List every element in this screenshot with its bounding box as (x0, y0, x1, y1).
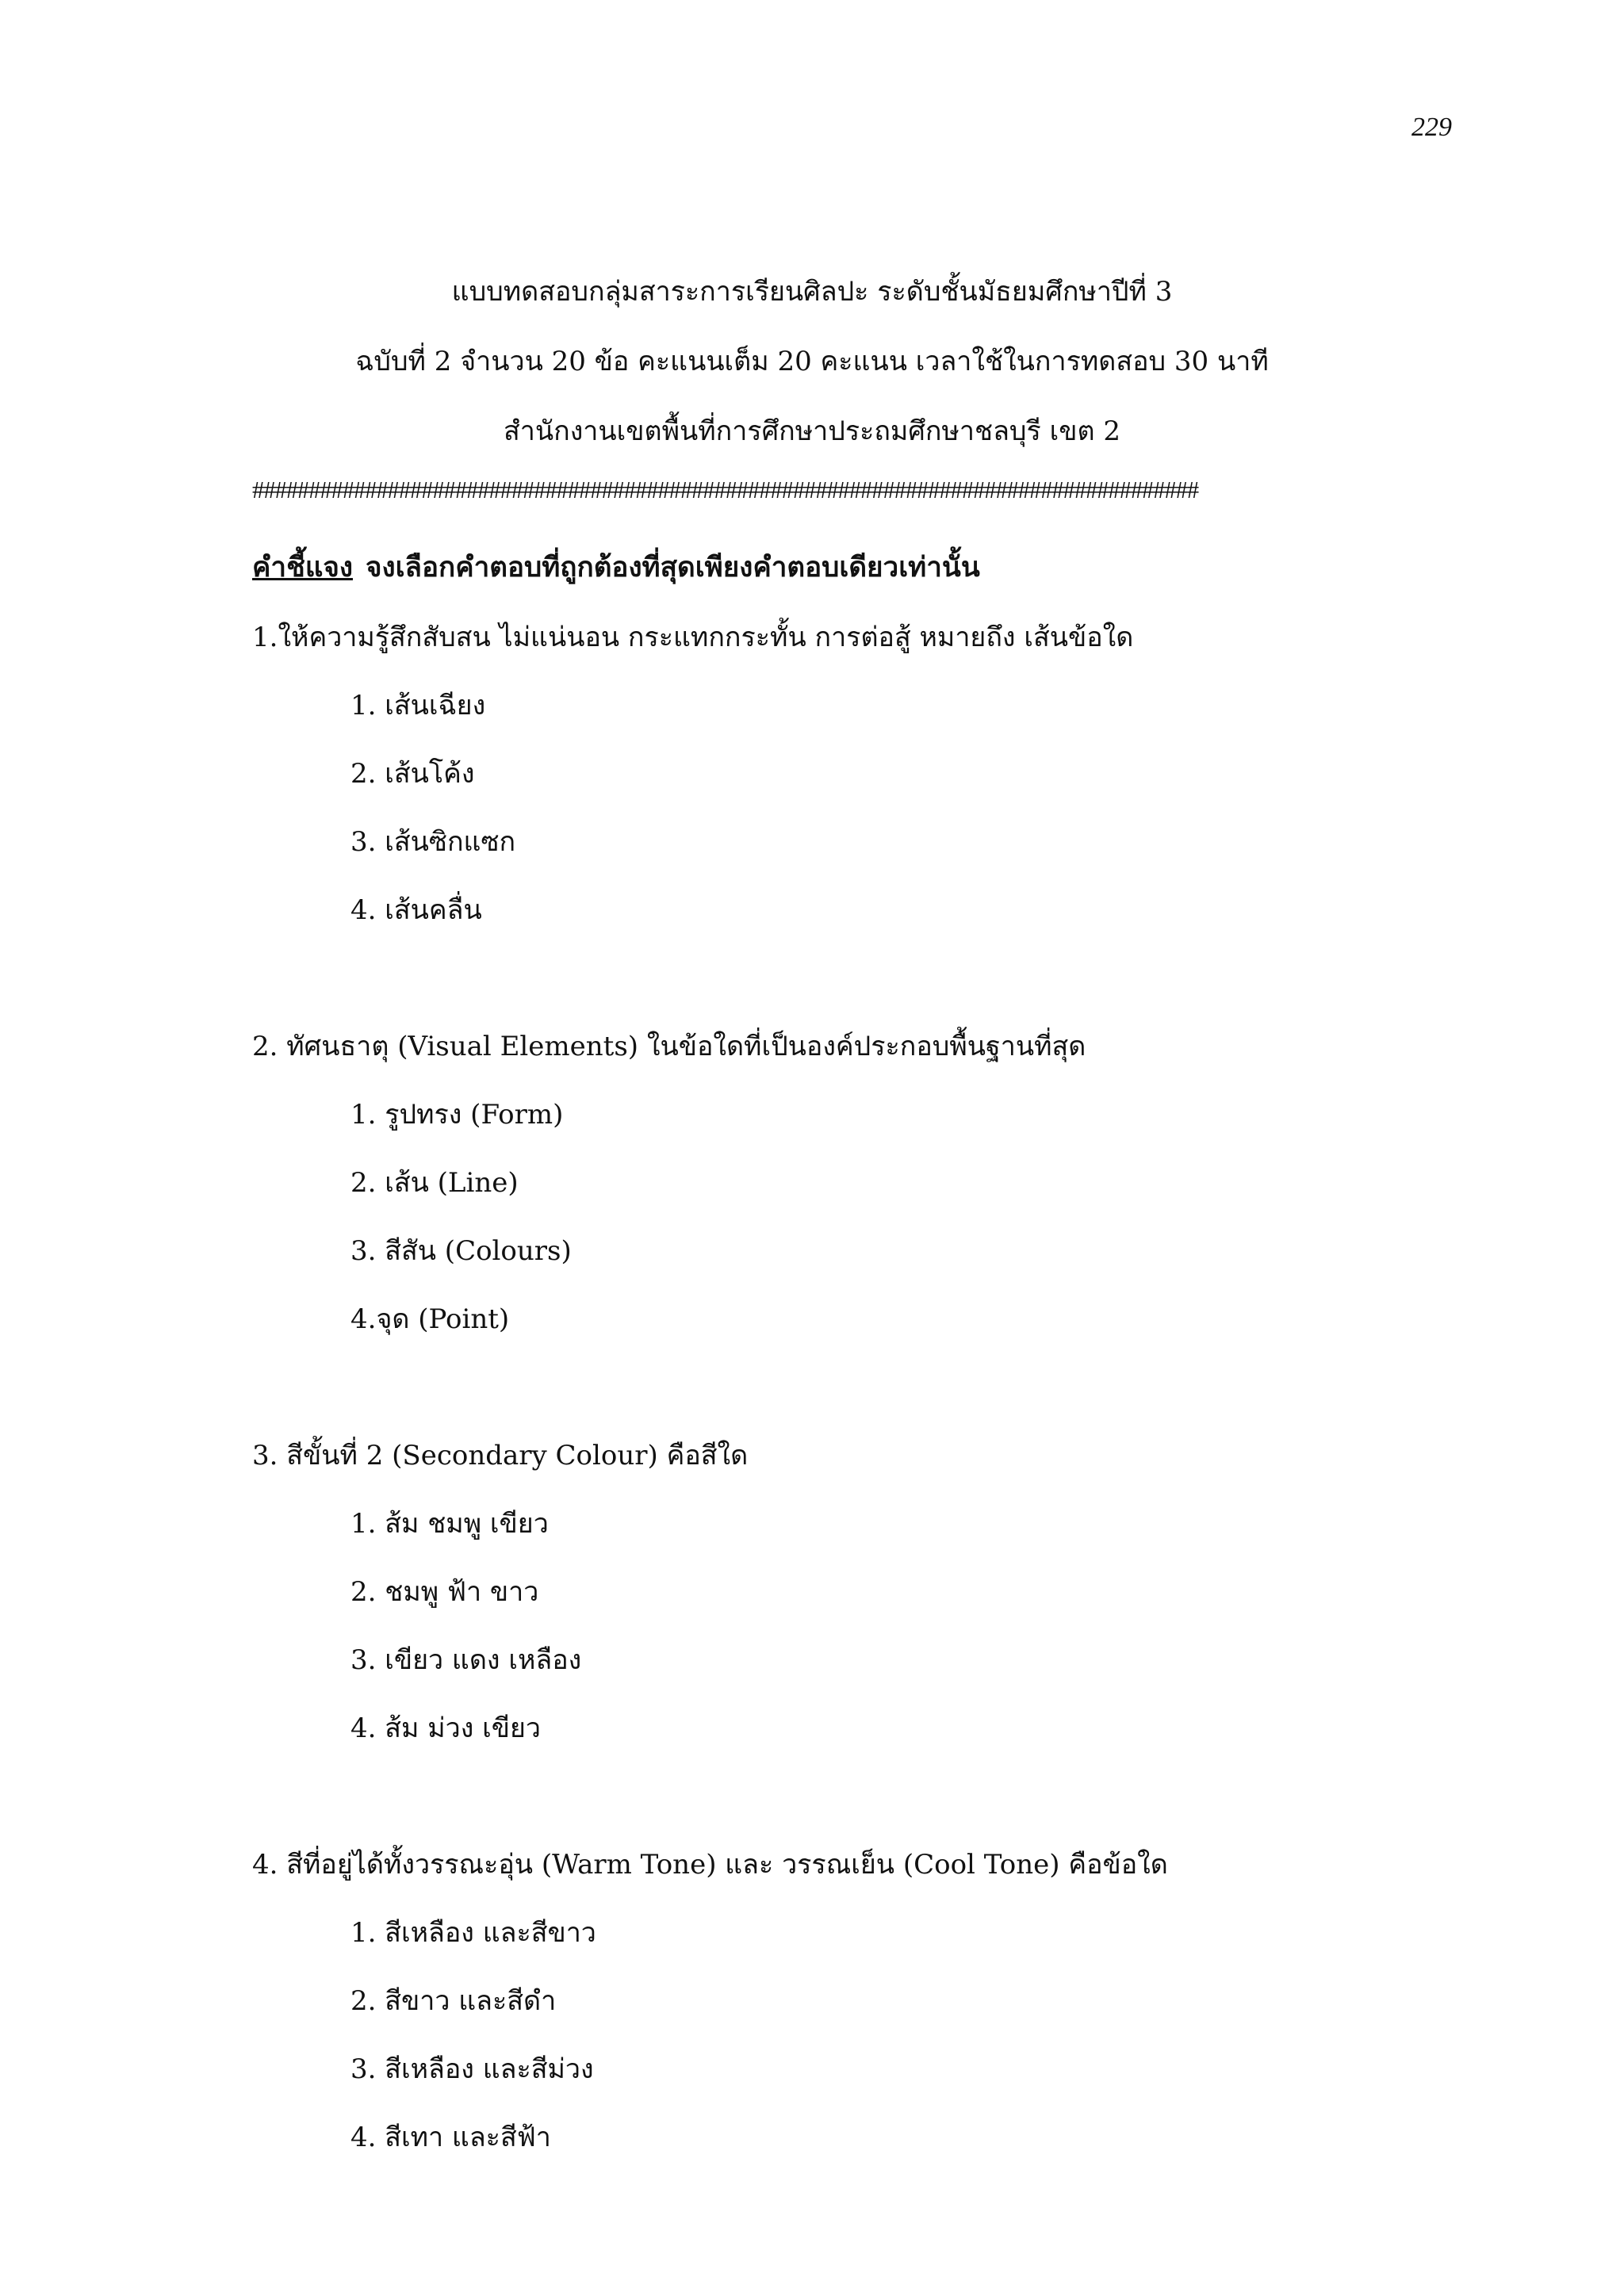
question-2-option-2[interactable]: 2. เส้น (Line) (350, 1167, 519, 1199)
question-4: 4. สีที่อยู่ได้ทั้งวรรณะอุ่น (Warm Tone) และ วรรณเย็น (Cool Tone) คือข้อใด (252, 1849, 1168, 1881)
question-1-option-4[interactable]: 4. เส้นคลื่น (350, 894, 482, 926)
question-3-option-2[interactable]: 2. ชมพู ฟ้า ขาว (350, 1576, 539, 1608)
question-1: 1.ให้ความรู้สึกสับสน ไม่แน่นอน กระแทกกระทั้น การต่อสู้ หมายถึง เส้นข้อใด (252, 622, 1134, 653)
test-details: ฉบับที่ 2 จำนวน 20 ข้อ คะแนนเต็ม 20 คะแนน เวลาใช้ในการทดสอบ 30 นาที (355, 346, 1269, 377)
instruction-text: จงเลือกคำตอบที่ถูกต้องที่สุดเพียงคำตอบเดียวเท่านั้น (365, 551, 980, 584)
question-1-option-1[interactable]: 1. เส้นเฉียง (350, 690, 486, 721)
question-4-option-2[interactable]: 2. สีขาว และสีดำ (350, 1985, 557, 2017)
office-name: สำนักงานเขตพื้นที่การศึกษาประถมศึกษาชลบุรี เขต 2 (504, 415, 1120, 447)
question-1-option-2[interactable]: 2. เส้นโค้ง (350, 758, 475, 790)
question-2-option-3[interactable]: 3. สีสัน (Colours) (350, 1235, 572, 1267)
question-4-option-1[interactable]: 1. สีเหลือง และสีขาว (350, 1917, 596, 1949)
question-3-option-3[interactable]: 3. เขียว แดง เหลือง (350, 1644, 582, 1676)
question-3-option-4[interactable]: 4. ส้ม ม่วง เขียว (350, 1712, 542, 1744)
question-2-option-1[interactable]: 1. รูปทรง (Form) (350, 1099, 564, 1131)
question-4-option-4[interactable]: 4. สีเทา และสีฟ้า (350, 2122, 551, 2153)
test-title: แบบทดสอบกลุ่มสาระการเรียนศิลปะ ระดับชั้นมัธยมศึกษาปีที่ 3 (451, 276, 1173, 308)
question-1-option-3[interactable]: 3. เส้นซิกแซก (350, 826, 516, 858)
instruction (252, 545, 980, 589)
question-2-option-4[interactable]: 4.จุด (Point) (350, 1303, 510, 1335)
question-3-option-1[interactable]: 1. ส้ม ชมพู เขียว (350, 1508, 549, 1540)
question-2: 2. ทัศนธาตุ (Visual Elements) ในข้อใดที่เป็นองค์ประกอบพื้นฐานที่สุด (252, 1031, 1086, 1062)
instruction-label: คำชี้แจง (252, 551, 353, 584)
question-3: 3. สีขั้นที่ 2 (Secondary Colour) คือสีใด (252, 1440, 749, 1471)
question-4-option-3[interactable]: 3. สีเหลือง และสีม่วง (350, 2053, 594, 2085)
page-number: 229 (1411, 113, 1452, 142)
separator-line: #################################################################################### (252, 476, 1198, 503)
